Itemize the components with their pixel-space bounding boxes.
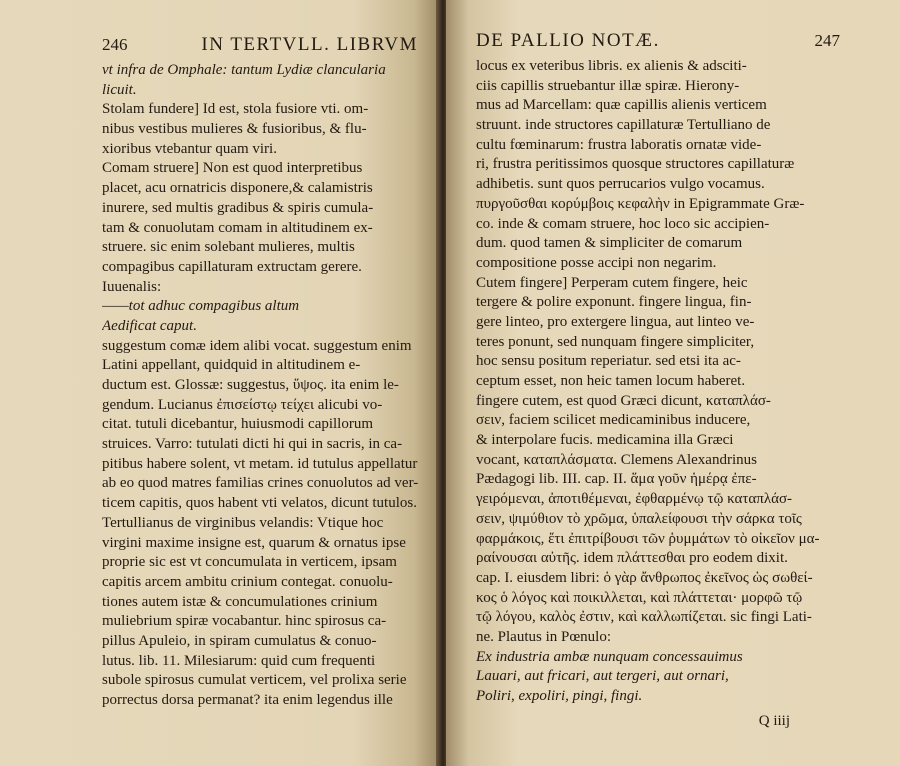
text-line: ri, frustra peritissimos quosque structores capillaturæ [476,156,795,173]
right-page-number: 247 [814,31,840,50]
text-line: σειν, faciem scilicet medicaminibus inducere, [476,412,751,429]
text-line: virgini maxime insigne est, quarum & ornatus ipse [102,534,406,551]
text-line: adhibetis. sunt quos perrucarios vulgo vocamus. [476,176,765,193]
text-line: compagibus capillaturam extructam gerere. [102,258,362,275]
text-line: teres ponunt, sed nunquam fingere simpliciter, [476,333,755,350]
text-line: tiones autem istæ & concumulationes crinium [102,593,378,610]
text-line: lutus. lib. 11. Milesiarum: quid cum frequenti [102,652,376,669]
text-line: struices. Varro: tutulati dicti hi qui in sacris, in ca- [102,436,403,453]
text-line: Aedificat caput. [102,317,197,334]
text-line: Tertullianus de virginibus velandis: Vtique hoc [102,514,384,531]
text-line: Comam struere] Non est quod interpretibus [102,160,363,177]
text-line: Iuuenalis: [102,278,162,295]
text-line: gere linteo, pro extergere lingua, aut linteo ve- [476,313,755,330]
signature-mark: Q iiij [758,712,790,729]
text-line: mus ad Marcellam: quæ capillis alienis verticem [476,97,767,114]
text-line: struere. sic enim solebant mulieres, multis [102,239,355,256]
text-line: vt infra de Omphale: tantum Lydiæ clancularia [102,62,386,78]
left-running-head [102,34,418,58]
text-line: ραίνουσαι αὐτῆς. idem πλάττεσθαι pro eodem dixit. [476,550,788,567]
text-line: porrectus dorsa permanat? ita enim legendus ille [102,692,393,708]
text-line: ductum est. Glossæ: suggestus, ὕψος. ita enim le- [102,377,399,393]
text-line: co. inde & comam struere, hoc loco sic accipien- [476,215,770,232]
text-line: fingere cutem, est quod Græci dicunt, καταπλάσ- [476,392,771,409]
text-line: dum. quod tamen & simpliciter de comarum [476,235,743,252]
text-line: cultu fœminarum: frustra laboratis ornatæ vide- [476,136,762,153]
text-line: muliebrium spiræ vocabantur. hinc spirosus ca- [102,613,387,630]
text-line: σειν, ψιμύθιον τὸ χρῶμα, ὑπαλείφουσι τὴν σάρκα τοῖς [476,510,802,527]
right-page [446,0,900,766]
text-line: ab eo quod matres familias crines conuolutos ad ver- [102,475,418,492]
text-line: suggestum comæ idem alibi vocat. suggestum enim [102,337,412,354]
text-line: citat. tutuli dicebantur, huiusmodi capillorum [102,416,374,433]
text-line: ceptum esset, non heic tamen locum haberet. [476,373,746,389]
text-line: πυργοῦσθαι κορύμβοις κεφαλὴν in Epigrammate Græ- [476,195,805,212]
text-line: compositione posse accipi non negarim. [476,254,717,271]
text-line: struunt. inde structores capillaturæ Tertulliano de [476,117,771,134]
text-line: Stolam fundere] Id est, stola fusiore vti. om- [102,101,369,118]
right-running-head [476,30,840,54]
text-line: inurere, sed multis gradibus & spiris cumula- [102,199,374,216]
left-page-number: 246 [102,35,128,54]
text-line: Lauari, aut fricari, aut tergeri, aut ornari, [476,668,729,685]
text-line: & interpolare fucis. medicamina illa Græci [476,432,734,449]
left-body-text [102,61,418,711]
text-line: gendum. Lucianus ἐπισείστῳ τείχει alicubi vo- [102,396,383,413]
text-line: cap. I. eiusdem libri: ὁ γὰρ ἄνθρωπος ἐκεῖνος ὡς σωθεί- [476,569,813,586]
text-line: ciis capillis struebantur illæ spiræ. Hierony- [476,77,740,94]
text-line: tergere & polire exponunt. fingere lingua, fin- [476,294,752,311]
text-line: proprie sic est vt concumulata in verticem, ipsam [102,554,397,571]
text-line: vocant, καταπλάσματα. Clemens Alexandrinus [476,451,757,468]
text-line: κος ὁ λόγος καὶ ποικιλλεται, καὶ πλάττεται· μορφῶ τῷ [476,589,803,606]
text-line: placet, acu ornatricis disponere,& calamistris [102,180,373,197]
text-line: τῷ λόγου, καλὸς ἐστιν, καὶ καλλωπίζεται. sic fingi Lati- [476,609,812,626]
text-line: ticem capitis, quos habent vti velatos, dicunt tutulos. [102,495,417,512]
text-line: Ex industria ambæ nunquam concessauimus [476,648,743,665]
right-head-title: DE PALLIO NOTÆ. [476,30,660,51]
text-line: ne. Plautus in Pœnulo: [476,628,612,645]
text-line: xioribus vtebantur quam viri. [102,140,277,157]
text-line: φαρμάκοις, ἔτι ἐπιτρίβουσι τῶν ῥυμμάτων τὸ οἰκεῖον μα- [476,530,820,547]
text-line: subole spirosus cumulat verticem, vel prolixa serie [102,672,407,689]
text-line: pillus Apuleio, in spiram cumulatus & conuo- [102,632,377,649]
text-line: Cutem fingere] Perperam cutem fingere, heic [476,274,748,291]
left-page [0,0,440,766]
text-line: hoc sensu positum reperiatur. sed etsi ita ac- [476,353,741,370]
text-line: nibus vestibus mulieres & fusioribus, & flu- [102,121,367,138]
right-body-text [476,57,840,707]
text-line: ——tot adhuc compagibus altum [102,298,300,315]
text-line: Pædagogi lib. III. cap. II. ἅμα γοῦν ἡμέρᾳ ἐπε- [476,471,757,488]
text-line: locus ex veteribus libris. ex alienis & adsciti- [476,58,747,74]
text-line: γειρόμεναι, ἀποτιθέμεναι, ἐφθαρμένῳ τῷ καταπλάσ- [476,491,793,508]
text-line: pitibus habere solent, vt metam. id tutulus appellatur [102,455,418,472]
text-line: Poliri, expoliri, pingi, fingi. [476,688,643,704]
text-line: tam & conuolutam comam in altitudinem ex- [102,219,373,236]
text-line: capitis arcem ambitu crinium contegat. conuolu- [102,573,393,590]
left-head-title: IN TERTVLL. LIBRVM [201,34,418,55]
text-line: Latini appellant, quidquid in altitudinem e- [102,357,361,374]
text-line: licuit. [102,81,137,98]
